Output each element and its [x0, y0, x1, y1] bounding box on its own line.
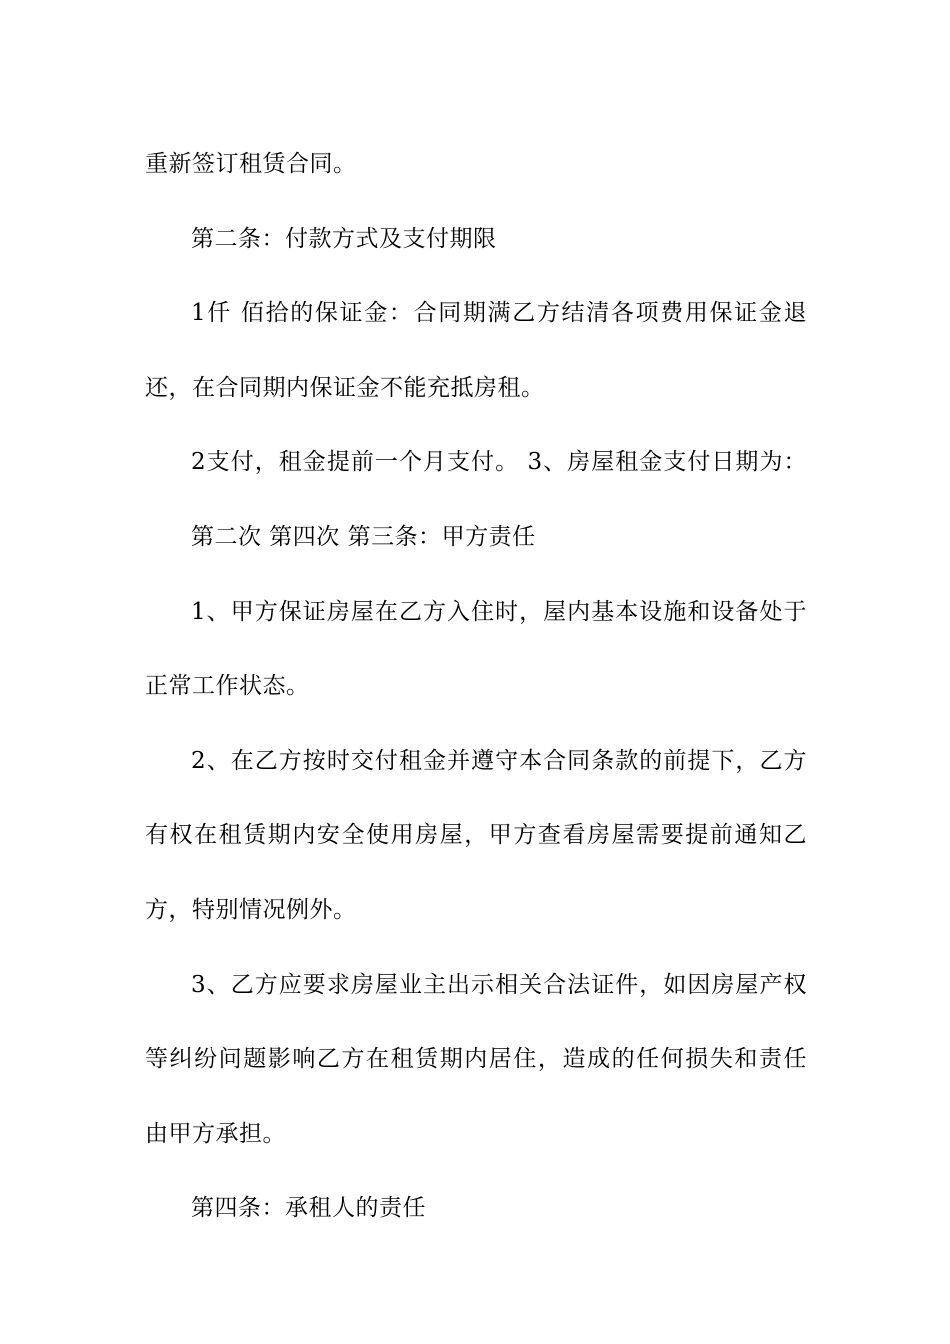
paragraph-line: 正常工作状态。: [145, 673, 310, 700]
paragraph-line: 有权在租赁期内安全使用房屋，甲方查看房屋需要提前通知乙: [145, 822, 807, 849]
paragraph-line: 1、甲方保证房屋在乙方入住时，屋内基本设施和设备处于: [191, 598, 807, 625]
paragraph-line: 方，特别情况例外。: [145, 896, 357, 923]
paragraph-line: 由甲方承担。: [145, 1120, 286, 1147]
paragraph-line: 2、在乙方按时交付租金并遵守本合同条款的前提下，乙方: [191, 747, 807, 774]
paragraph-line: 等纠纷问题影响乙方在租赁期内居住，造成的任何损失和责任: [145, 1046, 807, 1073]
section-heading: 第二次 第四次 第三条：甲方责任: [191, 523, 536, 550]
paragraph-line: 重新签订租赁合同。: [145, 151, 357, 177]
paragraph-line: 2支付，租金提前一个月支付。 3、房屋租金支付日期为：: [191, 449, 807, 476]
paragraph-line: 3、乙方应要求房屋业主出示相关合法证件，如因房屋产权: [191, 971, 807, 998]
section-heading: 第二条：付款方式及支付期限: [191, 225, 497, 252]
section-heading: 第四条：承租人的责任: [191, 1195, 426, 1222]
paragraph-line: 还，在合同期内保证金不能充抵房租。: [145, 374, 545, 401]
paragraph-line: 1仟 佰拾的保证金：合同期满乙方结清各项费用保证金退: [191, 300, 807, 327]
document-body: [145, 127, 807, 1246]
